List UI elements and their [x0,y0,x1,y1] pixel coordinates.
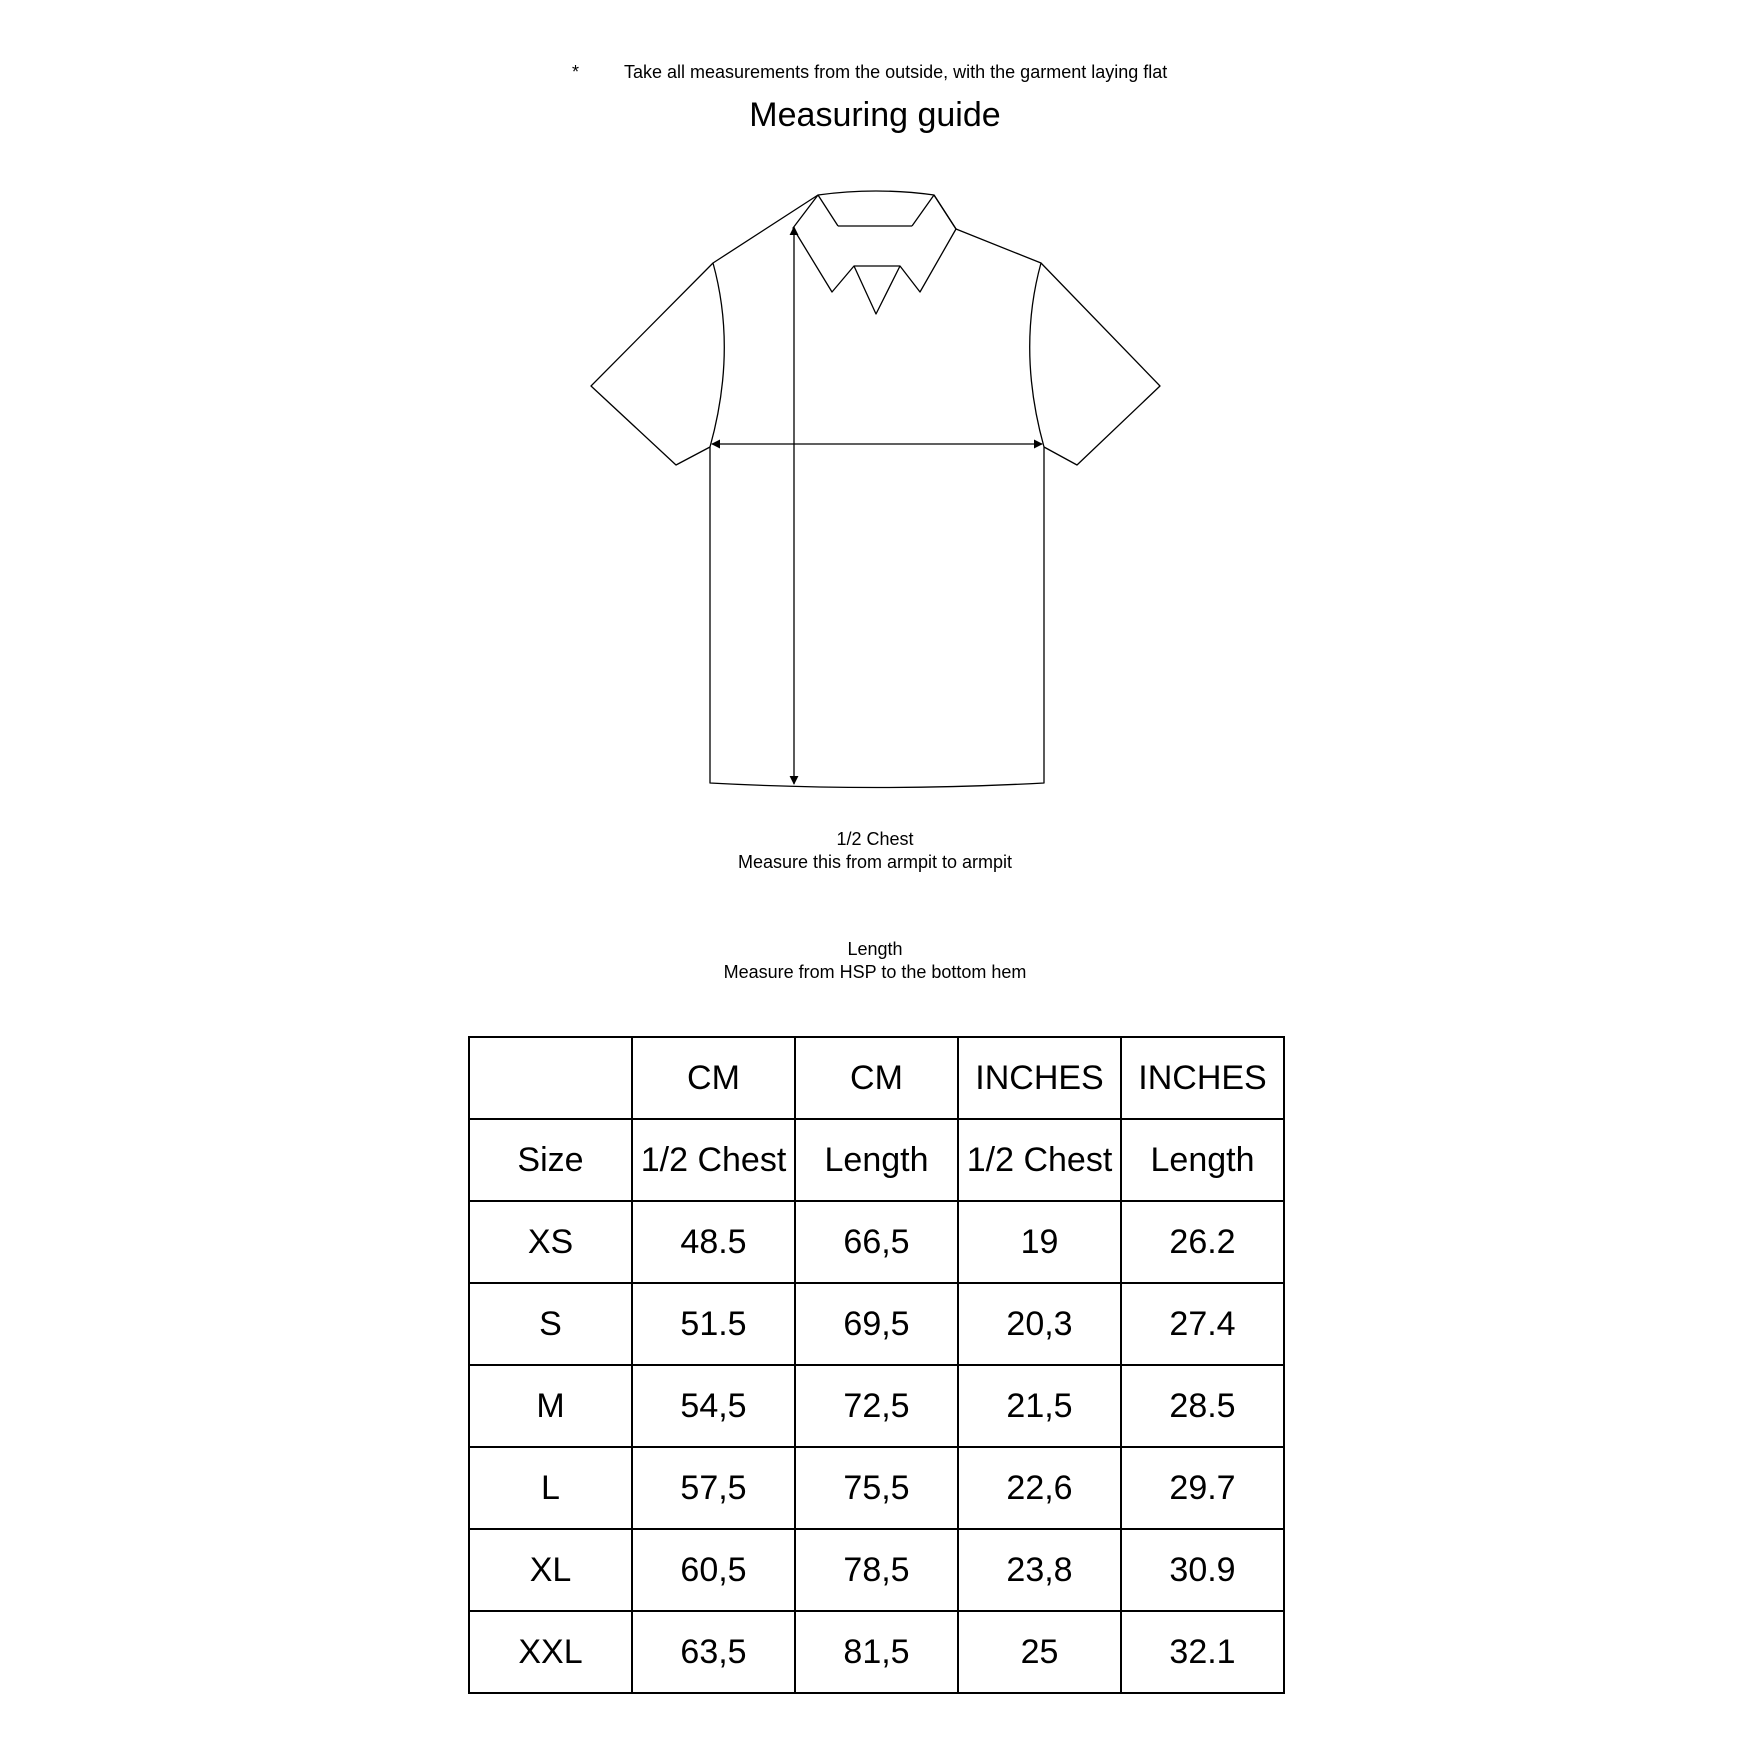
table-cell: 57,5 [632,1447,795,1529]
table-cell: 48.5 [632,1201,795,1283]
table-cell: 30.9 [1121,1529,1284,1611]
right-sleeve [1041,263,1160,465]
table-row [469,1283,1284,1365]
table-cell: S [469,1283,632,1365]
shirt-diagram [0,0,1750,820]
chest-caption [0,828,1750,874]
table-cell: 51.5 [632,1283,795,1365]
table-cell: 32.1 [1121,1611,1284,1693]
table-cell: 66,5 [795,1201,958,1283]
table-cell: XL [469,1529,632,1611]
table-cell: INCHES [1121,1037,1284,1119]
note-marker: * [572,62,580,82]
table-cell: XXL [469,1611,632,1693]
table-cell: 28.5 [1121,1365,1284,1447]
page-title: Measuring guide [749,96,1001,134]
table-cell: 22,6 [958,1447,1121,1529]
table-cell: CM [632,1037,795,1119]
table-cell: 81,5 [795,1611,958,1693]
length-caption-desc: Measure from HSP to the bottom hem [723,962,1027,982]
table-cell: Length [1121,1119,1284,1201]
shirt-body-outline [710,195,1044,788]
table-cell: 75,5 [795,1447,958,1529]
table-row [469,1365,1284,1447]
unit-row [469,1037,1284,1119]
length-caption [0,938,1750,984]
shirt-collar [793,191,956,292]
table-cell: L [469,1447,632,1529]
table-cell: 26.2 [1121,1201,1284,1283]
table-cell: 78,5 [795,1529,958,1611]
left-sleeve [591,263,713,465]
table-cell: 60,5 [632,1529,795,1611]
table-cell: 69,5 [795,1283,958,1365]
table-cell: CM [795,1037,958,1119]
table-cell: 72,5 [795,1365,958,1447]
table-cell: 23,8 [958,1529,1121,1611]
table-cell: 54,5 [632,1365,795,1447]
table-cell: 1/2 Chest [632,1119,795,1201]
table-row [469,1201,1284,1283]
table-row [469,1447,1284,1529]
table-cell: M [469,1365,632,1447]
table-cell: 19 [958,1201,1121,1283]
table-cell: 27.4 [1121,1283,1284,1365]
table-cell: 20,3 [958,1283,1121,1365]
size-chart-table [468,1036,1285,1694]
table-cell: Length [795,1119,958,1201]
table-cell: XS [469,1201,632,1283]
table-cell: 25 [958,1611,1121,1693]
table-cell: INCHES [958,1037,1121,1119]
chest-caption-desc: Measure this from armpit to armpit [737,852,1013,872]
table-row [469,1529,1284,1611]
table-cell: 29.7 [1121,1447,1284,1529]
table-cell [469,1037,632,1119]
table-cell: 21,5 [958,1365,1121,1447]
header-row [469,1119,1284,1201]
table-cell: Size [469,1119,632,1201]
table-cell: 63,5 [632,1611,795,1693]
chest-caption-title: 1/2 Chest [836,829,914,849]
collar-placket [854,266,900,314]
note-text: Take all measurements from the outside, with the garment laying flat [624,62,1168,82]
length-caption-title: Length [847,939,903,959]
table-cell: 1/2 Chest [958,1119,1121,1201]
table-row [469,1611,1284,1693]
